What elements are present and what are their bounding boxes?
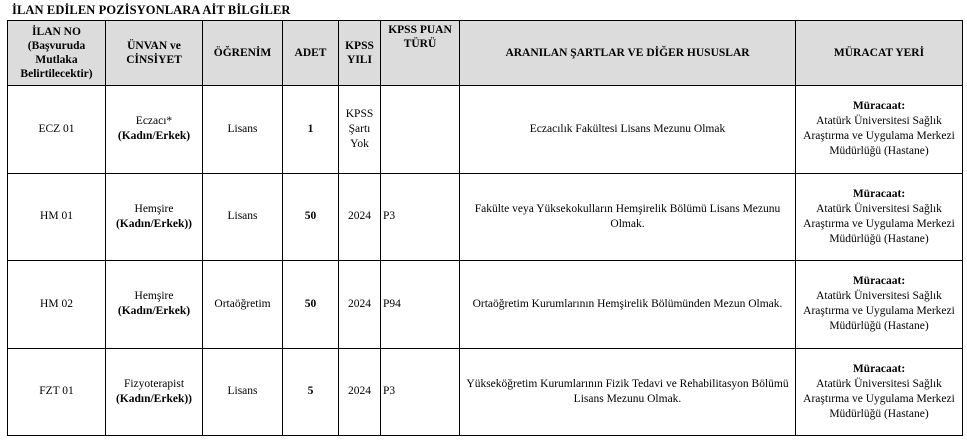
cell-muracaat	[796, 173, 963, 261]
cell-ilan-no: ECZ 01	[8, 86, 106, 174]
cell-ilan-no: HM 01	[8, 173, 106, 261]
header-adet: ADET	[283, 21, 339, 86]
cell-ogrenim: Lisans	[203, 86, 283, 174]
cell-muracaat	[796, 348, 963, 436]
cell-kpss-yili: KPSS Şartı Yok	[339, 86, 381, 174]
cell-adet: 1	[283, 86, 339, 174]
header-unvan: ÜNVAN ve CİNSİYET	[106, 21, 203, 86]
muracaat-yeri: Atatürk Üniversitesi Sağlık Araştırma ve Uygulama Merkezi Müdürlüğü (Hastane)	[803, 115, 955, 158]
unvan-gender: (Kadın/Erkek))	[115, 392, 193, 405]
cell-adet: 50	[283, 261, 339, 349]
header-row	[8, 21, 963, 86]
table-row	[8, 348, 963, 436]
unvan-title: Fizyoterapist	[123, 377, 185, 390]
muracaat-label: Müracaat:	[852, 275, 906, 288]
header-kpss-yili: KPSS YILI	[339, 21, 381, 86]
muracaat-label: Müracaat:	[852, 187, 906, 200]
muracaat-yeri: Atatürk Üniversitesi Sağlık Araştırma ve Uygulama Merkezi Müdürlüğü (Hastane)	[803, 202, 955, 245]
table-row	[8, 86, 963, 174]
cell-ogrenim: Lisans	[203, 348, 283, 436]
header-ilan-no	[8, 21, 106, 86]
cell-sartlar: Ortaöğretim Kurumlarının Hemşirelik Bölümünden Mezun Olmak.	[460, 261, 796, 349]
cell-kpss-yili: 2024	[339, 261, 381, 349]
cell-unvan	[106, 348, 203, 436]
header-ilan-no-label: İLAN NO	[32, 26, 81, 38]
cell-kpss-puan: P94	[381, 261, 460, 349]
unvan-title: Eczacı*	[135, 115, 173, 128]
unvan-gender: (Kadın/Erkek)	[117, 305, 191, 318]
muracaat-yeri: Atatürk Üniversitesi Sağlık Araştırma ve Uygulama Merkezi Müdürlüğü (Hastane)	[803, 290, 955, 333]
unvan-gender: (Kadın/Erkek))	[115, 217, 193, 230]
unvan-title: Hemşire	[134, 290, 174, 303]
table-row	[8, 261, 963, 349]
cell-ilan-no: HM 02	[8, 261, 106, 349]
cell-unvan	[106, 86, 203, 174]
unvan-title: Hemşire	[134, 202, 174, 215]
cell-muracaat	[796, 261, 963, 349]
cell-sartlar: Yükseköğretim Kurumlarının Fizik Tedavi ve Rehabilitasyon Bölümü Lisans Mezunu Olmak.	[460, 348, 796, 436]
cell-adet: 50	[283, 173, 339, 261]
page-title: İLAN EDİLEN POZİSYONLARA AİT BİLGİLER	[12, 3, 291, 17]
muracaat-label: Müracaat:	[852, 100, 906, 113]
header-ilan-no-note: (Başvuruda Mutlaka Belirtilecektir)	[20, 40, 93, 80]
cell-kpss-puan	[381, 86, 460, 174]
cell-adet: 5	[283, 348, 339, 436]
header-sartlar: ARANILAN ŞARTLAR VE DİĞER HUSUSLAR	[460, 21, 796, 86]
unvan-gender: (Kadın/Erkek)	[117, 130, 191, 143]
cell-kpss-puan: P3	[381, 348, 460, 436]
muracaat-label: Müracaat:	[852, 362, 906, 375]
header-ogrenim: ÖĞRENİM	[203, 21, 283, 86]
cell-sartlar: Eczacılık Fakültesi Lisans Mezunu Olmak	[460, 86, 796, 174]
cell-ogrenim: Lisans	[203, 173, 283, 261]
cell-kpss-puan: P3	[381, 173, 460, 261]
cell-kpss-yili: 2024	[339, 173, 381, 261]
table-row	[8, 173, 963, 261]
header-kpss-puan: KPSS PUAN TÜRÜ	[381, 21, 460, 86]
positions-table	[7, 20, 963, 436]
cell-kpss-yili: 2024	[339, 348, 381, 436]
muracaat-yeri: Atatürk Üniversitesi Sağlık Araştırma ve Uygulama Merkezi Müdürlüğü (Hastane)	[803, 377, 955, 420]
header-muracaat: MÜRACAT YERİ	[796, 21, 963, 86]
cell-ilan-no: FZT 01	[8, 348, 106, 436]
cell-muracaat	[796, 86, 963, 174]
cell-unvan	[106, 173, 203, 261]
cell-sartlar: Fakülte veya Yüksekokulların Hemşirelik Bölümü Lisans Mezunu Olmak.	[460, 173, 796, 261]
cell-unvan	[106, 261, 203, 349]
cell-ogrenim: Ortaöğretim	[203, 261, 283, 349]
